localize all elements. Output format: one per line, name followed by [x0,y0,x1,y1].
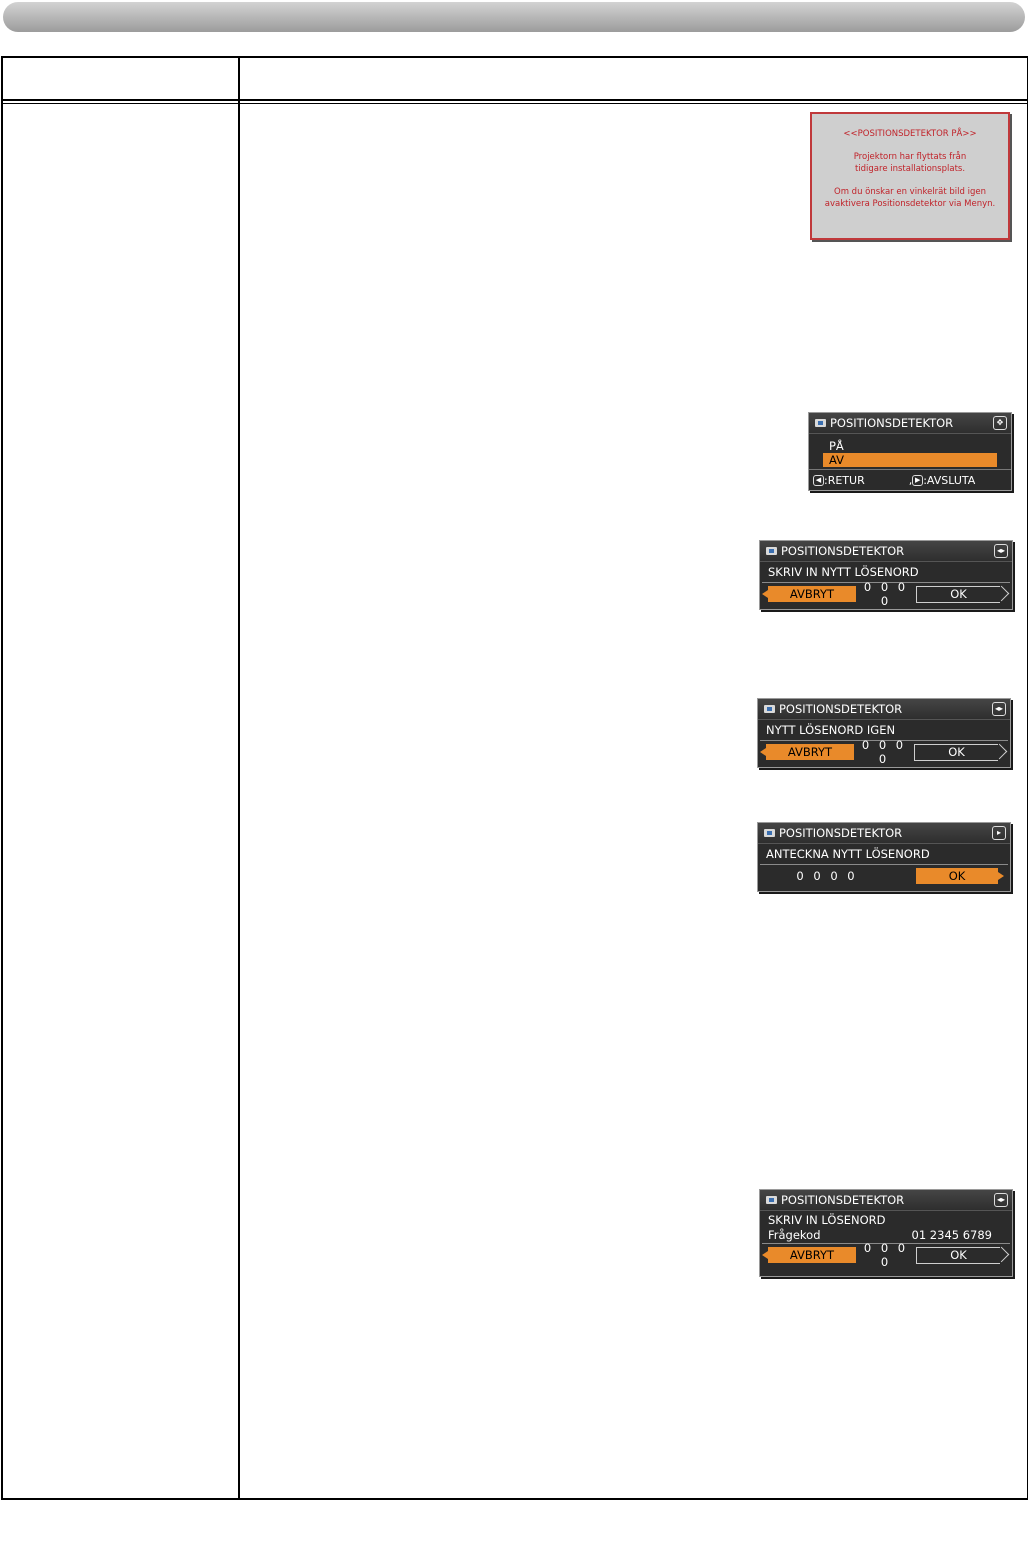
header-divider [3,99,1027,101]
warning-line1: Projektorn har flyttats från [853,152,967,162]
action-row [758,738,1010,766]
warning-line4: avaktivera Positionsdetektor via Menyn. [824,199,996,209]
cancel-button[interactable]: AVBRYT [768,1247,856,1263]
cancel-button[interactable]: AVBRYT [766,744,854,760]
header-divider-inner [3,103,1027,104]
inquiry-code-value: 01 2345 6789 [911,1228,992,1242]
left-arrow-icon: ◀ [813,475,824,486]
navigation-icon: ✥ [993,416,1007,430]
column-divider [238,58,240,1498]
ok-button[interactable]: OK [916,868,998,884]
prompt-label: SKRIV IN NYTT LÖSENORD [768,565,919,579]
dialog-title: POSITIONSDETEKTOR [779,826,903,840]
dialog-title: POSITIONSDETEKTOR [781,1193,905,1207]
enter-password-dialog [759,1189,1013,1277]
menu-icon [815,419,826,427]
prompt-label: SKRIV IN LÖSENORD [768,1213,886,1227]
menu-icon [764,829,775,837]
exit-hint: :AVSLUTA [923,473,976,487]
password-digits: 0 0 0 0 [796,869,858,883]
warning-line3: Om du önskar en vinkelrät bild igen [834,187,986,197]
dialog-title-bar [760,1190,1012,1211]
left-right-icon: ◂▸ [994,1193,1008,1207]
left-right-icon: ◂▸ [992,702,1006,716]
dialog-title-bar [758,823,1010,844]
option-on-label: PÅ [829,438,844,453]
new-password-dialog [759,540,1013,610]
ok-button[interactable]: OK [914,744,998,761]
repeat-password-dialog [757,698,1011,768]
position-detector-menu [808,412,1012,491]
prompt-row [760,562,1012,582]
return-hint: :RETUR [824,473,865,487]
position-detector-warning [810,112,1010,240]
menu-footer: ◀ :RETUR , ▶ :AVSLUTA [809,470,1011,490]
inquiry-code-label: Frågekod [768,1228,821,1242]
table-frame [1,56,1028,1500]
menu-title: POSITIONSDETEKTOR [830,416,954,430]
ok-button[interactable]: OK [916,1247,1000,1264]
menu-icon [764,705,775,713]
menu-option-off[interactable] [823,453,997,467]
dialog-title: POSITIONSDETEKTOR [779,702,903,716]
note-password-dialog [757,822,1011,892]
ok-button[interactable]: OK [916,586,1000,603]
option-off-label: AV [829,453,844,467]
warning-line2: tidigare installationsplats. [854,164,966,174]
menu-option-on[interactable] [809,438,1011,453]
right-arrow-icon: ▸ [992,826,1006,840]
password-digits[interactable]: 0 0 0 0 [863,580,909,608]
prompt-row [758,844,1010,864]
prompt-row [760,1211,1012,1227]
dialog-title-bar [758,699,1010,720]
prompt-label: NYTT LÖSENORD IGEN [766,723,896,737]
dialog-title: POSITIONSDETEKTOR [781,544,905,558]
password-digits[interactable]: 0 0 0 0 [861,738,907,766]
action-row [760,580,1012,608]
password-digits[interactable]: 0 0 0 0 [863,1241,909,1269]
menu-icon [766,547,777,555]
left-right-icon: ◂▸ [994,544,1008,558]
prompt-row [758,720,1010,740]
section-header-bar [3,2,1025,32]
dialog-title-bar [760,541,1012,562]
menu-title-bar [809,413,1011,434]
action-row [758,865,1010,887]
warning-title: <<POSITIONSDETEKTOR PÅ>> [843,129,977,139]
prompt-label: ANTECKNA NYTT LÖSENORD [766,847,930,861]
cancel-button[interactable]: AVBRYT [768,586,856,602]
action-row [760,1241,1012,1269]
menu-icon [766,1196,777,1204]
right-arrow-icon: ▶ [912,475,923,486]
